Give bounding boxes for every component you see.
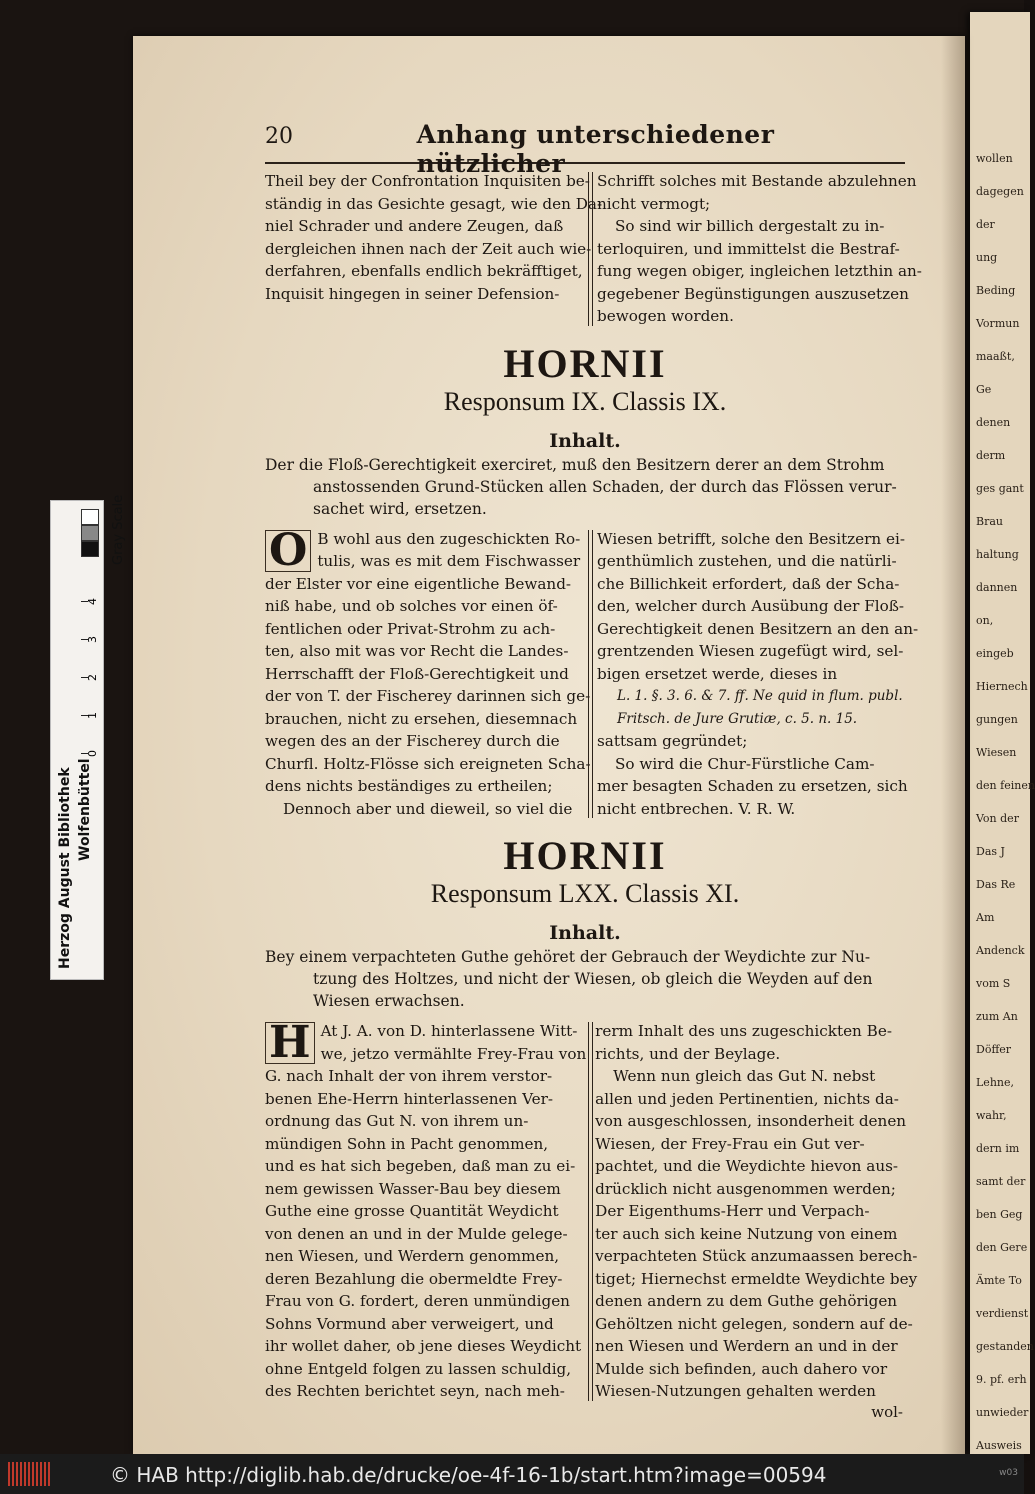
text-line: dergleichen ihnen nach der Zeit auch wie-: [265, 239, 592, 258]
running-head: Anhang unterschiedener nützlicher: [416, 120, 775, 178]
footer-bar: [0, 1454, 1024, 1494]
text-line: terloquiren, und immittelst die Bestraf-: [597, 239, 900, 258]
next-page-fragment: ges gant: [976, 482, 1024, 495]
section1-columns: [265, 524, 919, 821]
section-1: [265, 340, 919, 821]
text-line: und es hat sich begeben, daß man zu ei-: [265, 1157, 576, 1175]
section2-summary: [265, 946, 905, 1012]
text-line: ohne Entgeld folgen zu lassen schuldig,: [265, 1359, 572, 1378]
text-line: derfahren, ebenfalls endlich bekräfftiget,: [265, 262, 583, 280]
text-line: ständig in das Gesichte gesagt, wie den Da-: [265, 194, 603, 213]
ruler-number: 0: [86, 750, 99, 757]
block1-left-column: [265, 170, 603, 328]
next-page-fragment: Andenck: [976, 944, 1025, 957]
text-line: tiget; Hiernechst ermeldte Weydichte bey: [595, 1269, 918, 1288]
section1-right-column: [597, 528, 919, 821]
text-line: nicht entbrechen. V. R. W.: [597, 799, 796, 818]
next-page-fragment: haltung: [976, 548, 1019, 561]
next-page-fragment: wollen: [976, 152, 1013, 165]
text-line: L. 1. §. 3. 6. & 7. ff. Ne quid in flum. publ.: [617, 688, 903, 704]
summary-line: tzung des Holtzes, und nicht der Wiesen, ob gleich die Weyden auf den: [313, 970, 873, 988]
next-page-fragment: Vormun: [976, 317, 1020, 330]
text-line: von denen an und in der Mulde gelege-: [265, 1224, 568, 1243]
text-line: nen Wiesen und Werdern an und in der: [595, 1337, 898, 1355]
text-line: benen Ehe-Herrn hinterlassenen Ver-: [265, 1089, 554, 1108]
section1-dropcap: O: [265, 530, 311, 572]
text-line: Der Eigenthums-Herr und Verpach-: [595, 1202, 870, 1220]
page-header: [265, 120, 905, 178]
library-city: Wolfenbüttel: [77, 758, 93, 861]
section1-subtitle: Responsum IX. Classis IX.: [443, 386, 727, 416]
text-line: Fritsch. de Jure Grutiæ, c. 5. n. 15.: [617, 710, 858, 727]
text-line: fentlichen oder Privat-Strohm zu ach-: [265, 619, 556, 638]
text-line: richts, und der Beylage.: [595, 1044, 781, 1063]
ruler-number: 3: [86, 636, 99, 643]
text-line: denen andern zu dem Guthe gehörigen: [595, 1292, 898, 1310]
section2-right-column: [595, 1020, 918, 1403]
next-page-fragment: Ge: [976, 383, 992, 396]
text-line: bewogen worden.: [597, 307, 734, 325]
summary-line: anstossenden Grund-Stücken allen Schaden, der durch das Flössen verur-: [313, 477, 897, 496]
text-line: mer besagten Schaden zu ersetzen, sich: [597, 777, 908, 795]
next-page-fragment: wahr,: [976, 1109, 1007, 1122]
next-page-fragment: eingeb: [976, 647, 1014, 660]
block1-right-column: [597, 170, 922, 328]
next-page-fragment: dagegen: [976, 185, 1024, 198]
text-line: gegebener Begünstigungen auszusetzen: [597, 284, 909, 303]
next-page-fragment: Am: [976, 911, 995, 924]
text-line: Schrifft solches mit Bestande abzulehnen: [597, 172, 917, 190]
next-page-fragment: 9. pf. erh: [976, 1373, 1027, 1386]
text-line: rerm Inhalt des uns zugeschickten Be-: [595, 1022, 892, 1040]
text-line: wegen des an der Fischerey durch die: [265, 732, 560, 750]
text-line: fung wegen obiger, ingleichen letzthin an-: [597, 262, 922, 280]
text-line: Wiesen betrifft, solche den Besitzern ei-: [597, 529, 906, 548]
text-line: B wohl aus den zugeschickten Ro-: [317, 529, 581, 548]
next-page-fragment: on,: [976, 614, 994, 627]
text-line: So sind wir billich dergestalt zu in-: [615, 217, 885, 235]
section1-summary: [265, 454, 905, 520]
library-name: Herzog August Bibliothek: [57, 767, 73, 969]
summary-line: Wiesen erwachsen.: [313, 992, 465, 1010]
text-line: bigen ersetzet werde, dieses in: [597, 664, 838, 683]
ruler-number: 4: [86, 598, 99, 605]
text-line: Herrschafft der Floß-Gerechtigkeit und: [265, 664, 569, 683]
next-page-fragment: maaßt,: [976, 350, 1015, 363]
section-2: [265, 833, 918, 1421]
next-page-fragment: denen: [976, 416, 1011, 429]
text-line: che Billichkeit erfordert, daß der Scha-: [597, 574, 900, 593]
section1-inhalt: Inhalt.: [549, 429, 621, 452]
text-line: At J. A. von D. hinterlassene Witt-: [320, 1022, 578, 1040]
text-line: Wiesen, der Frey-Frau ein Gut ver-: [595, 1134, 865, 1153]
next-page-fragment: Das Re: [976, 878, 1016, 891]
next-page-fragment: der: [976, 218, 995, 231]
swatch-black: [81, 541, 99, 557]
text-line: dens nichts beständiges zu ertheilen;: [265, 777, 553, 795]
catchword: wol-: [871, 1402, 903, 1421]
section2-columns: [265, 1017, 918, 1403]
next-page-fragment: verdienst: [976, 1307, 1029, 1320]
ruler-number: 2: [86, 674, 99, 681]
block1-columns: [265, 170, 922, 328]
next-page-fragment: ung: [976, 251, 998, 264]
summary-line: Der die Floß-Gerechtigkeit exerciret, muß den Besitzern derer an dem Strohm: [265, 455, 885, 474]
column-divider: [588, 1022, 593, 1401]
text-line: des Rechten berichtet seyn, nach meh-: [265, 1382, 565, 1400]
next-page-fragment: zum An: [976, 1010, 1018, 1023]
section2-left-column: [265, 1017, 587, 1403]
next-page-fragment: vom S: [976, 977, 1011, 990]
text-line: pachtet, und die Weydichte hievon aus-: [595, 1157, 899, 1175]
text-line: deren Bezahlung die obermeldte Frey-: [265, 1269, 563, 1288]
text-line: nen Wiesen, und Werdern genommen,: [265, 1247, 560, 1265]
gray-scale-label: Gray Scale: [111, 494, 126, 565]
text-line: sattsam gegründet;: [597, 732, 748, 750]
text-line: verpachteten Stück anzumaassen berech-: [595, 1247, 918, 1265]
section2-dropcap: H: [265, 1022, 315, 1064]
text-line: brauchen, nicht zu ersehen, diesemnach: [265, 709, 578, 728]
text-line: ter auch sich keine Nutzung von einem: [595, 1224, 898, 1243]
next-page-fragment: samt der: [976, 1175, 1026, 1188]
text-line: G. nach Inhalt der von ihrem verstor-: [265, 1067, 553, 1085]
text-line: der von T. der Fischerey darinnen sich ge-: [265, 687, 591, 705]
text-line: ordnung das Gut N. von ihrem un-: [265, 1112, 529, 1130]
text-line: genthümlich zustehen, und die natürli-: [597, 552, 897, 570]
next-page-fragment: Das J: [976, 845, 1005, 858]
next-page-edge: [970, 12, 1035, 1454]
text-line: we, jetzo vermählte Frey-Frau von: [320, 1044, 587, 1063]
text-line: Mulde sich befinden, auch dahero vor: [595, 1359, 888, 1378]
footer-copyright-url[interactable]: © HAB http://diglib.hab.de/drucke/oe-4f-16-1b/start.htm?image=00594: [110, 1463, 827, 1487]
text-line: mündigen Sohn in Pacht genommen,: [265, 1134, 549, 1153]
text-line: Dennoch aber und dieweil, so viel die: [283, 799, 573, 818]
text-line: Theil bey der Confrontation Inquisiten be-: [265, 172, 590, 190]
text-line: allen und jeden Pertinentien, nichts da-: [595, 1089, 899, 1108]
next-page-fragment: dern im: [976, 1142, 1020, 1155]
text-line: tulis, was es mit dem Fischwasser: [317, 552, 581, 570]
next-page-fragment: Ausweis: [976, 1439, 1022, 1452]
text-line: Inquisit hingegen in seiner Defension-: [265, 284, 560, 303]
next-page-fragment: Wiesen: [976, 746, 1017, 759]
text-line: Guthe eine grosse Quantität Weydicht: [265, 1202, 559, 1220]
text-line: der Elster vor eine eigentliche Bewand-: [265, 574, 572, 593]
text-line: Churfl. Holtz-Flösse sich ereigneten Scha-: [265, 754, 591, 773]
next-page-fragment: ben Geg: [976, 1208, 1023, 1221]
text-line: Gehöltzen nicht gelegen, sondern auf de-: [595, 1314, 913, 1333]
next-page-fragment: Brau: [976, 515, 1003, 528]
next-page-fragment: Beding: [976, 284, 1016, 297]
text-line: niel Schrader und andere Zeugen, daß: [265, 217, 564, 235]
summary-line: Bey einem verpachteten Guthe gehöret der Gebrauch der Weydichte zur Nu-: [265, 948, 871, 966]
next-page-fragment: derm: [976, 449, 1006, 462]
next-page-fragment: den Gere: [976, 1241, 1028, 1254]
next-page-fragment: den feinen: [976, 779, 1035, 792]
footer-small-mark: w03: [999, 1468, 1018, 1478]
section2-title: HORNII: [503, 833, 667, 878]
next-page-fragment: gungen: [976, 713, 1018, 726]
page-number: 20: [265, 124, 293, 149]
hab-logo-icon: [8, 1462, 50, 1486]
text-line: nicht vermogt;: [597, 194, 711, 213]
ruler-number: 1: [86, 712, 99, 719]
text-line: Wiesen-Nutzungen gehalten werden: [595, 1382, 876, 1400]
next-page-fragment: unwieder: [976, 1406, 1029, 1419]
text-line: den, welcher durch Ausübung der Floß-: [597, 597, 905, 615]
next-page-fragment: dannen: [976, 581, 1018, 594]
section2-inhalt: Inhalt.: [549, 922, 621, 944]
column-divider: [588, 530, 593, 819]
text-line: von ausgeschlossen, insonderheit denen: [595, 1112, 907, 1130]
ruler: [81, 593, 97, 763]
text-line: Wenn nun gleich das Gut N. nebst: [613, 1067, 876, 1085]
next-page-fragment: Hiernech: [976, 680, 1028, 693]
text-line: So wird die Chur-Fürstliche Cam-: [615, 754, 875, 773]
swatch-white: [81, 509, 99, 525]
gray-scale-swatches: [81, 509, 99, 557]
next-page-fragment: Ämte To: [976, 1274, 1022, 1287]
text-line: ten, also mit was vor Recht die Landes-: [265, 642, 569, 660]
next-page-fragment: gestanden: [976, 1340, 1034, 1353]
text-line: grentzenden Wiesen zugefügt wird, sel-: [597, 642, 904, 660]
text-line: drücklich nicht ausgenommen werden;: [595, 1179, 896, 1198]
section1-left-column: [265, 524, 591, 821]
column-divider: [588, 172, 593, 326]
printed-page-content: [265, 120, 922, 1421]
next-page-fragment: Lehne,: [976, 1076, 1014, 1089]
gray-scale-card: [50, 494, 126, 980]
text-line: Frau von G. fordert, deren unmündigen: [265, 1292, 570, 1310]
next-page-fragment: Von der: [976, 812, 1019, 825]
swatch-gray: [81, 525, 99, 541]
section2-subtitle: Responsum LXX. Classis XI.: [430, 879, 740, 908]
text-line: ihr wollet daher, ob jene dieses Weydicht: [265, 1337, 582, 1355]
text-line: niß habe, und ob solches vor einen öf-: [265, 597, 558, 615]
page-gutter-shadow: [941, 36, 965, 1454]
summary-line: sachet wird, ersetzen.: [313, 499, 487, 518]
text-line: nem gewissen Wasser-Bau bey diesem: [265, 1179, 561, 1198]
text-line: Gerechtigkeit denen Besitzern an den an-: [597, 619, 919, 638]
section1-title: HORNII: [503, 340, 667, 386]
text-line: Sohns Vormund aber verweigert, und: [265, 1314, 554, 1333]
next-page-fragment: Döffer: [976, 1043, 1012, 1056]
